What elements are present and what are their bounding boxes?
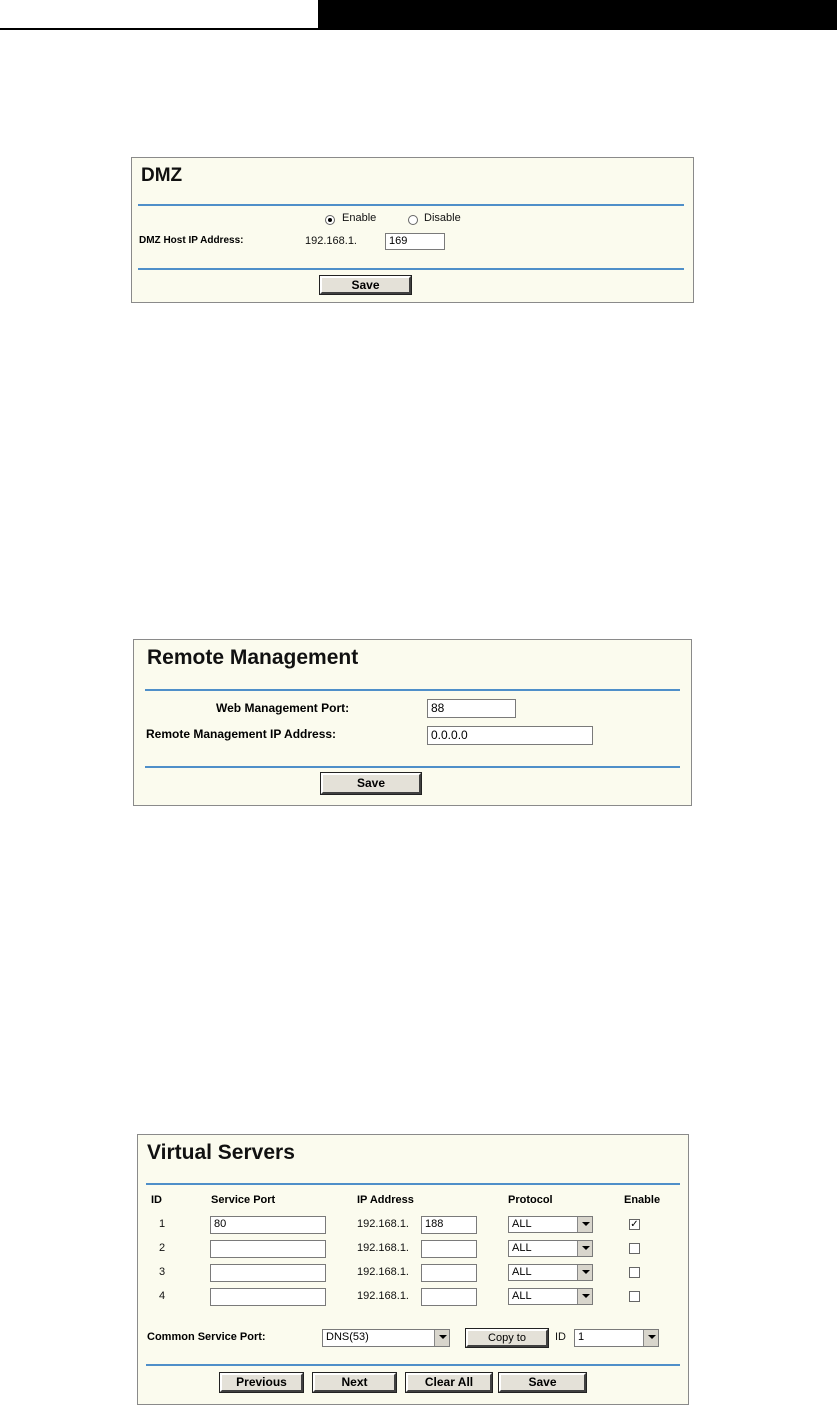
- protocol-select[interactable]: [508, 1264, 593, 1281]
- row-id: 4: [159, 1290, 166, 1302]
- protocol-value: ALL: [512, 1290, 532, 1302]
- dmz-enable-label: Enable: [342, 212, 377, 224]
- next-button[interactable]: Next: [313, 1373, 396, 1392]
- protocol-select[interactable]: [508, 1288, 593, 1305]
- row-ip-prefix: 192.168.1.: [357, 1290, 409, 1302]
- protocol-value: ALL: [512, 1218, 532, 1230]
- dmz-ip-prefix: 192.168.1.: [305, 235, 357, 247]
- common-service-port-select[interactable]: [322, 1329, 450, 1347]
- dmz-disable-label: Disable: [424, 212, 461, 224]
- previous-button[interactable]: Previous: [220, 1373, 303, 1392]
- header-bar: [318, 0, 837, 28]
- protocol-value: ALL: [512, 1266, 532, 1278]
- enable-checkbox[interactable]: ✓: [630, 1219, 639, 1230]
- protocol-value: ALL: [512, 1242, 532, 1254]
- remote-top-rule: [145, 689, 680, 691]
- ip-address-input[interactable]: 188: [421, 1216, 477, 1234]
- remote-port-input[interactable]: 88: [427, 699, 516, 718]
- enable-checkbox[interactable]: [629, 1291, 640, 1302]
- copy-id-label: ID: [555, 1331, 566, 1343]
- row-ip-prefix: 192.168.1.: [357, 1266, 409, 1278]
- col-header-service-port: Service Port: [211, 1194, 276, 1206]
- row-ip-prefix: 192.168.1.: [357, 1218, 409, 1230]
- remote-panel: [133, 639, 692, 806]
- chevron-down-icon: [643, 1330, 658, 1346]
- remote-ip-label: Remote Management IP Address:: [146, 727, 337, 741]
- row-id: 2: [159, 1242, 166, 1254]
- clear-all-button[interactable]: Clear All: [406, 1373, 492, 1392]
- virtual-title: Virtual Servers: [147, 1141, 295, 1164]
- remote-title: Remote Management: [147, 646, 359, 669]
- remote-bottom-rule: [145, 766, 680, 768]
- remote-port-label: Web Management Port:: [216, 701, 350, 715]
- col-header-ip-address: IP Address: [357, 1194, 414, 1206]
- dmz-bottom-rule: [138, 268, 684, 270]
- dmz-host-label: DMZ Host IP Address:: [139, 235, 244, 246]
- header-rule: [0, 28, 837, 30]
- service-port-input[interactable]: [210, 1240, 326, 1258]
- copy-id-value: 1: [578, 1331, 585, 1343]
- chevron-down-icon: [577, 1241, 592, 1256]
- copy-to-button[interactable]: Copy to: [466, 1329, 548, 1347]
- col-header-id: ID: [151, 1194, 162, 1206]
- service-port-input[interactable]: [210, 1264, 326, 1282]
- dmz-enable-radio[interactable]: [325, 215, 335, 225]
- col-header-enable: Enable: [624, 1194, 661, 1206]
- ip-address-input[interactable]: [421, 1288, 477, 1306]
- dmz-top-rule: [138, 204, 684, 206]
- protocol-select[interactable]: [508, 1216, 593, 1233]
- virtual-save-button[interactable]: Save: [499, 1373, 586, 1392]
- copy-id-select[interactable]: [574, 1329, 659, 1347]
- dmz-disable-radio[interactable]: [408, 215, 418, 225]
- enable-checkbox[interactable]: [629, 1243, 640, 1254]
- common-service-port-label: Common Service Port:: [147, 1331, 266, 1343]
- dmz-title: DMZ: [141, 165, 183, 186]
- common-service-port-value: DNS(53): [326, 1331, 369, 1343]
- ip-address-input[interactable]: [421, 1240, 477, 1258]
- chevron-down-icon: [577, 1217, 592, 1232]
- dmz-save-button[interactable]: Save: [320, 276, 411, 294]
- row-id: 3: [159, 1266, 166, 1278]
- protocol-select[interactable]: [508, 1240, 593, 1257]
- service-port-input[interactable]: 80: [210, 1216, 326, 1234]
- ip-address-input[interactable]: [421, 1264, 477, 1282]
- row-ip-prefix: 192.168.1.: [357, 1242, 409, 1254]
- virtual-servers-panel: [137, 1134, 689, 1405]
- service-port-input[interactable]: [210, 1288, 326, 1306]
- chevron-down-icon: [577, 1265, 592, 1280]
- remote-ip-input[interactable]: 0.0.0.0: [427, 726, 593, 745]
- chevron-down-icon: [577, 1289, 592, 1304]
- enable-checkbox[interactable]: [629, 1267, 640, 1278]
- virtual-bottom-rule: [146, 1364, 680, 1366]
- row-id: 1: [159, 1218, 166, 1230]
- dmz-host-input[interactable]: 169: [385, 233, 445, 250]
- chevron-down-icon: [434, 1330, 449, 1346]
- col-header-protocol: Protocol: [508, 1194, 553, 1206]
- virtual-top-rule: [146, 1183, 680, 1185]
- dmz-panel: [131, 157, 694, 303]
- remote-save-button[interactable]: Save: [321, 773, 421, 794]
